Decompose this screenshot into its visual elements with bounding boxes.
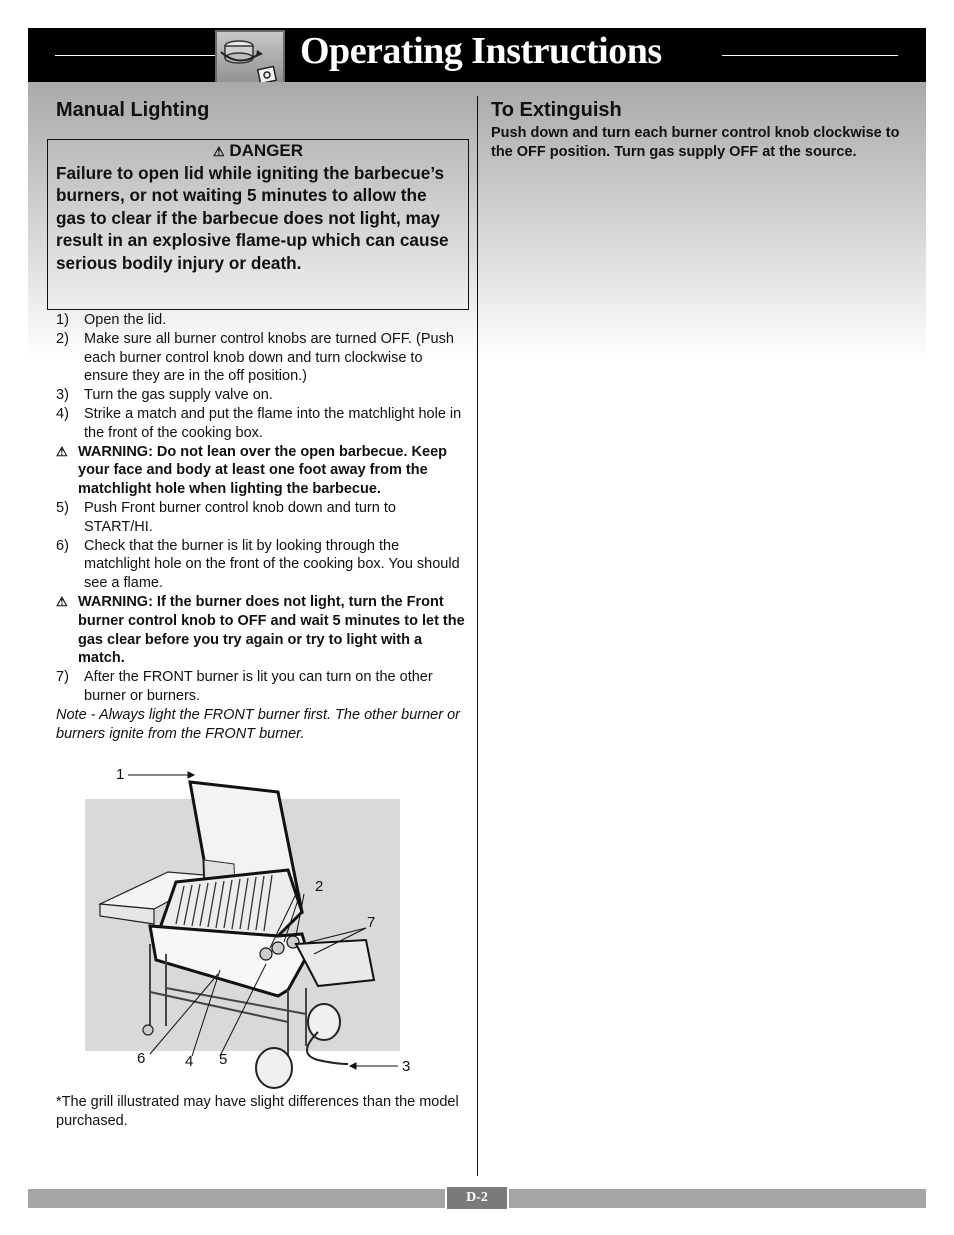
danger-text: Failure to open lid while igniting the barbecue’s burners, or not waiting 5 minutes to allow the gas to clear if the barbecue does not light, may result in an explosive flame-up which can cause serious bodily injury or death. bbox=[56, 163, 449, 273]
step-text: Strike a match and put the flame into the matchlight hole in the front of the cooking box. bbox=[84, 405, 462, 441]
callout-label: 1 bbox=[116, 766, 125, 783]
illustration-footnote: *The grill illustrated may have slight differences than the model purchased. bbox=[56, 1094, 459, 1129]
danger-label: DANGER bbox=[229, 141, 304, 160]
step-number: 5) bbox=[56, 499, 69, 516]
extinguish-section bbox=[491, 96, 901, 162]
header-rule-right bbox=[722, 55, 898, 56]
step-text: Turn the gas supply valve on. bbox=[84, 387, 273, 404]
warning-triangle-icon: ⚠ bbox=[56, 443, 68, 459]
step-number: 3) bbox=[56, 387, 69, 404]
warning-triangle-icon: ⚠ bbox=[212, 144, 225, 159]
step-item bbox=[56, 311, 468, 330]
step-number: 1) bbox=[56, 312, 69, 328]
step-item bbox=[56, 405, 468, 443]
page-title: Operating Instructions bbox=[300, 30, 662, 72]
grill-illustration bbox=[56, 764, 436, 1094]
warning-note bbox=[56, 593, 468, 668]
step-item bbox=[56, 537, 468, 593]
lighting-steps bbox=[56, 311, 468, 743]
page-header bbox=[28, 28, 926, 82]
column-divider bbox=[477, 96, 478, 1176]
step-number: 7) bbox=[56, 669, 69, 686]
extinguish-text: Push down and turn each burner control knob clockwise to the OFF position. Turn gas supply OFF at the source. bbox=[491, 125, 900, 160]
callout-label: 5 bbox=[219, 1051, 228, 1068]
callout-label: 3 bbox=[402, 1058, 411, 1075]
callout-label: 7 bbox=[367, 914, 376, 931]
header-rule-left bbox=[55, 55, 241, 56]
manual-lighting-heading: Manual Lighting bbox=[56, 99, 210, 121]
step-number: 4) bbox=[56, 405, 69, 422]
danger-box bbox=[47, 139, 469, 310]
step-item bbox=[56, 668, 468, 706]
manual-lighting-section bbox=[56, 96, 468, 124]
step-text: Open the lid. bbox=[84, 312, 167, 328]
callout-label: 2 bbox=[315, 878, 324, 895]
step-text: After the FRONT burner is lit you can turn on the other burner or burners. bbox=[84, 669, 433, 704]
warning-text: WARNING: If the burner does not light, turn the Front burner control knob to OFF and wait 5 minutes to let the gas clear before you try again or try to light with a match. bbox=[78, 593, 465, 667]
warning-triangle-icon: ⚠ bbox=[56, 593, 68, 609]
step-number: 6) bbox=[56, 537, 69, 554]
callout-label: 6 bbox=[137, 1050, 146, 1067]
lighting-note: Note - Always light the FRONT burner first. The other burner or burners ignite from the FRONT burner. bbox=[56, 706, 460, 742]
warning-note bbox=[56, 443, 468, 499]
danger-heading bbox=[56, 141, 460, 162]
step-item bbox=[56, 330, 468, 386]
page-number: D-2 bbox=[445, 1187, 509, 1209]
step-text: Push Front burner control knob down and turn to START/HI. bbox=[84, 499, 396, 535]
callout-label: 4 bbox=[185, 1053, 194, 1070]
extinguish-heading: To Extinguish bbox=[491, 99, 622, 121]
step-text: Make sure all burner control knobs are turned OFF. (Push each burner control knob down and turn clockwise to ensure they are in the off position.) bbox=[84, 330, 454, 385]
grill-drawing bbox=[56, 764, 436, 1094]
step-item bbox=[56, 499, 468, 537]
step-text: Check that the burner is lit by looking through the matchlight hole on the front of the cooking box. You should see a flame. bbox=[84, 537, 460, 592]
step-number: 2) bbox=[56, 330, 69, 347]
warning-text: WARNING: Do not lean over the open barbecue. Keep your face and body at least one foot away from the matchlight hole when lighting the barbecue. bbox=[78, 443, 447, 498]
step-item bbox=[56, 386, 468, 405]
